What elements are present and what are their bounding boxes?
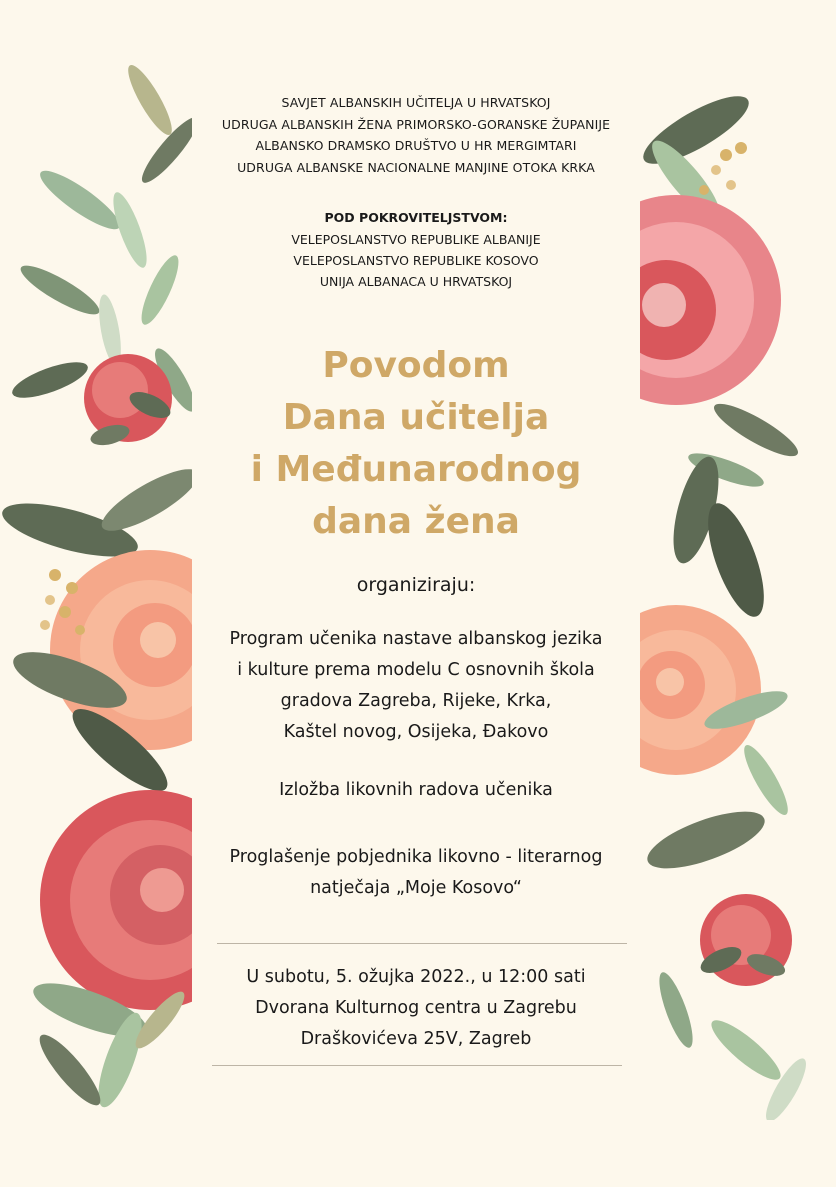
red-rose-icon [636, 195, 781, 405]
headline-line: i Međunarodnog [250, 449, 582, 490]
award-announcement [192, 842, 640, 904]
divider-top [217, 943, 627, 944]
patronage-heading: POD POKROVITELJSTVOM: [324, 210, 508, 225]
event-details [192, 962, 640, 1055]
rose-bud-icon [697, 894, 792, 986]
floral-border-left [0, 60, 200, 1120]
organizer-line: UDRUGA ALBANSKIH ŽENA PRIMORSKO-GORANSKE ŽUPANIJE [221, 116, 611, 132]
leaf-cluster-icon [664, 396, 803, 624]
event-address: Draškovićeva 25V, Zagreb [300, 1029, 532, 1049]
patron-line: VELEPOSLANSTVO REPUBLIKE KOSOVO [293, 253, 539, 268]
organizers-list [192, 92, 640, 178]
patron-line: VELEPOSLANSTVO REPUBLIKE ALBANIJE [291, 232, 541, 247]
event-date: U subotu, 5. ožujka 2022., u 12:00 sati [246, 967, 586, 987]
red-rose-icon [40, 790, 200, 1010]
program-description [192, 624, 640, 748]
program-line: i kulture prema modelu C osnovnih škola [237, 660, 595, 680]
leaf-cluster-icon [0, 459, 200, 568]
floral-border-right [636, 60, 836, 1120]
organize-label: organiziraju: [356, 574, 476, 596]
peach-rose-icon [50, 550, 200, 750]
exhibition-text: Izložba likovnih radova učenika [279, 780, 553, 800]
leaf-cluster-icon [653, 969, 813, 1120]
headline-line: dana žena [312, 501, 520, 542]
headline-line: Dana učitelja [282, 397, 550, 438]
peach-rose-icon [636, 605, 761, 775]
patron-line: UNIJA ALBANACA U HRVATSKOJ [319, 274, 513, 289]
award-line: natječaja „Moje Kosovo“ [310, 878, 522, 898]
organizer-line: SAVJET ALBANSKIH UČITELJA U HRVATSKOJ [281, 95, 551, 110]
patronage-list [192, 229, 640, 292]
headline [192, 340, 640, 548]
program-line: gradova Zagreba, Rijeke, Krka, [280, 691, 552, 711]
divider-bottom [212, 1065, 622, 1066]
organizer-line: ALBANSKO DRAMSKO DRUŠTVO U HR MERGIMTARI [255, 138, 577, 153]
organizer-line: UDRUGA ALBANSKE NACIONALNE MANJINE OTOKA KRKA [237, 159, 595, 175]
program-line: Kaštel novog, Osijeka, Đakovo [283, 722, 549, 742]
program-line: Program učenika nastave albanskog jezika [229, 629, 603, 649]
award-line: Proglašenje pobjednika likovno - literarnog [229, 847, 603, 867]
event-venue: Dvorana Kulturnog centra u Zagrebu [255, 998, 577, 1018]
headline-line: Povodom [322, 345, 510, 386]
